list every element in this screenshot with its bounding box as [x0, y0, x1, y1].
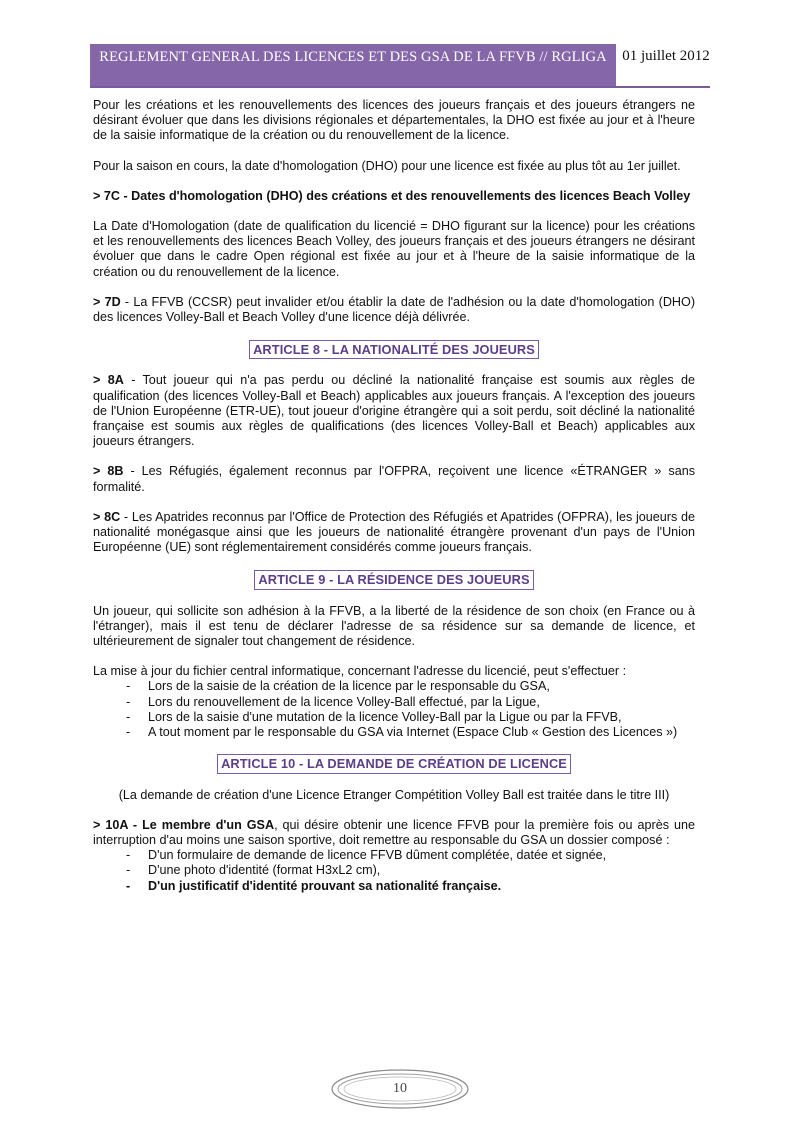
page-body [93, 98, 695, 908]
document-date: 01 juillet 2012 [622, 44, 710, 86]
label-10a: > 10A - Le membre d'un GSA [93, 817, 275, 832]
list-item: - Lors de la saisie de la création de la licence par le responsable du GSA, [126, 679, 550, 694]
document-title: REGLEMENT GENERAL DES LICENCES ET DES GSA DE LA FFVB // RGLIGA [90, 44, 616, 86]
label-8c: > 8C [93, 509, 121, 524]
residence-update-list [93, 679, 695, 740]
label-8a: > 8A [93, 373, 124, 388]
label-8b: > 8B [93, 464, 124, 479]
paragraph: Pour les créations et les renouvellements des licences des joueurs français et des joueurs étrangers ne désirant évoluer que dans les divisions régionales et départementales, la DHO est fixée au jour et à l'heure de la saisie informatique de la création ou du renouvellement de la licence. [93, 98, 695, 143]
label-7d: > 7D [93, 294, 121, 309]
list-item: - D'une photo d'identité (format H3xL2 cm), [126, 863, 381, 878]
article-8-heading: ARTICLE 8 - LA NATIONALITÉ DES JOUEURS [93, 340, 695, 359]
list-item: - Lors de la saisie d'une mutation de la licence Volley-Ball par la Ligue ou par la FFVB, [126, 709, 622, 724]
dossier-list [93, 848, 695, 894]
paragraph-8a: > 8A - Tout joueur qui n'a pas perdu ou décliné la nationalité française est soumis aux règles de qualification (des licences Volley-Ball et Beach) applicables aux joueurs français. A l'exception des joueurs de l'Union Européenne (ETR-UE), tout joueur d'origine étrangère qui a soit perdu, soit décliné la nationalité française est soumis aux règles de qualifications (des licences Volley-Ball et Beach) applicables aux joueurs étrangers. [93, 373, 695, 449]
list-item: - D'un justificatif d'identité prouvant sa nationalité française. [126, 878, 502, 893]
paragraph-8c: > 8C - Les Apatrides reconnus par l'Office de Protection des Réfugiés et Apatrides (OFPRA), les joueurs de nationalité monégasque ainsi que les joueurs de nationalité étrangère provenant d'un pays de l'Union Européenne (UE) sont réglementairement considérés comme joueurs français. [93, 509, 696, 555]
paragraph: Un joueur, qui sollicite son adhésion à la FFVB, a la liberté de la résidence de son choix (en France ou à l'étranger), mais il est tenu de déclarer l'adresse de sa résidence sur sa demande de licence, et ultérieurement de signaler tout changement de résidence. [93, 603, 695, 649]
page-footer [330, 1067, 470, 1111]
list-item: - D'un formulaire de demande de licence FFVB dûment complétée, datée et signée, [126, 848, 607, 863]
paragraph-7d: > 7D - La FFVB (CCSR) peut invalider et/ou établir la date de l'adhésion ou la date d'homologation (DHO) des licences Volley-Ball et Beach Volley d'une licence déjà délivrée. [93, 294, 696, 325]
page-number: 10 [393, 1081, 407, 1096]
list-item: - A tout moment par le responsable du GSA via Internet (Espace Club « Gestion des Licences ») [126, 725, 678, 740]
paragraph: La mise à jour du fichier central informatique, concernant l'adresse du licencié, peut s'effectuer : [93, 664, 627, 679]
paragraph-10a: > 10A - Le membre d'un GSA, qui désire obtenir une licence FFVB pour la première fois ou après une interruption d'au moins une saison sportive, doit remettre au responsable du GSA un dossier composé : [93, 817, 695, 847]
paragraph: La Date d'Homologation (date de qualification du licencié = DHO figurant sur la licence) pour les créations et les renouvellements des licences Beach Volley, des joueurs français et des joueurs étrangers ne désirant évoluer que dans le cadre Open régional est fixée au jour et à l'heure de la saisie informatique de la création ou du renouvellement de la licence. [93, 219, 695, 279]
paragraph: Pour la saison en cours, la date d'homologation (DHO) pour une licence est fixée au plus tôt au 1er juillet. [93, 158, 681, 173]
article-9-heading: ARTICLE 9 - LA RÉSIDENCE DES JOUEURS [93, 570, 695, 589]
paragraph-8b: > 8B - Les Réfugiés, également reconnus par l'OFPRA, reçoivent une licence «ÉTRANGER » sans formalité. [93, 464, 696, 494]
paragraph-note: (La demande de création d'une Licence Etranger Compétition Volley Ball est traitée dans le titre III) [118, 787, 670, 802]
article-10-heading: ARTICLE 10 - LA DEMANDE DE CRÉATION DE LICENCE [93, 754, 695, 773]
section-heading-7c: > 7C - Dates d'homologation (DHO) des créations et des renouvellements des licences Beach Volley [93, 188, 691, 203]
list-item: - Lors du renouvellement de la licence Volley-Ball effectué, par la Ligue, [126, 694, 540, 709]
page-header [90, 44, 710, 88]
